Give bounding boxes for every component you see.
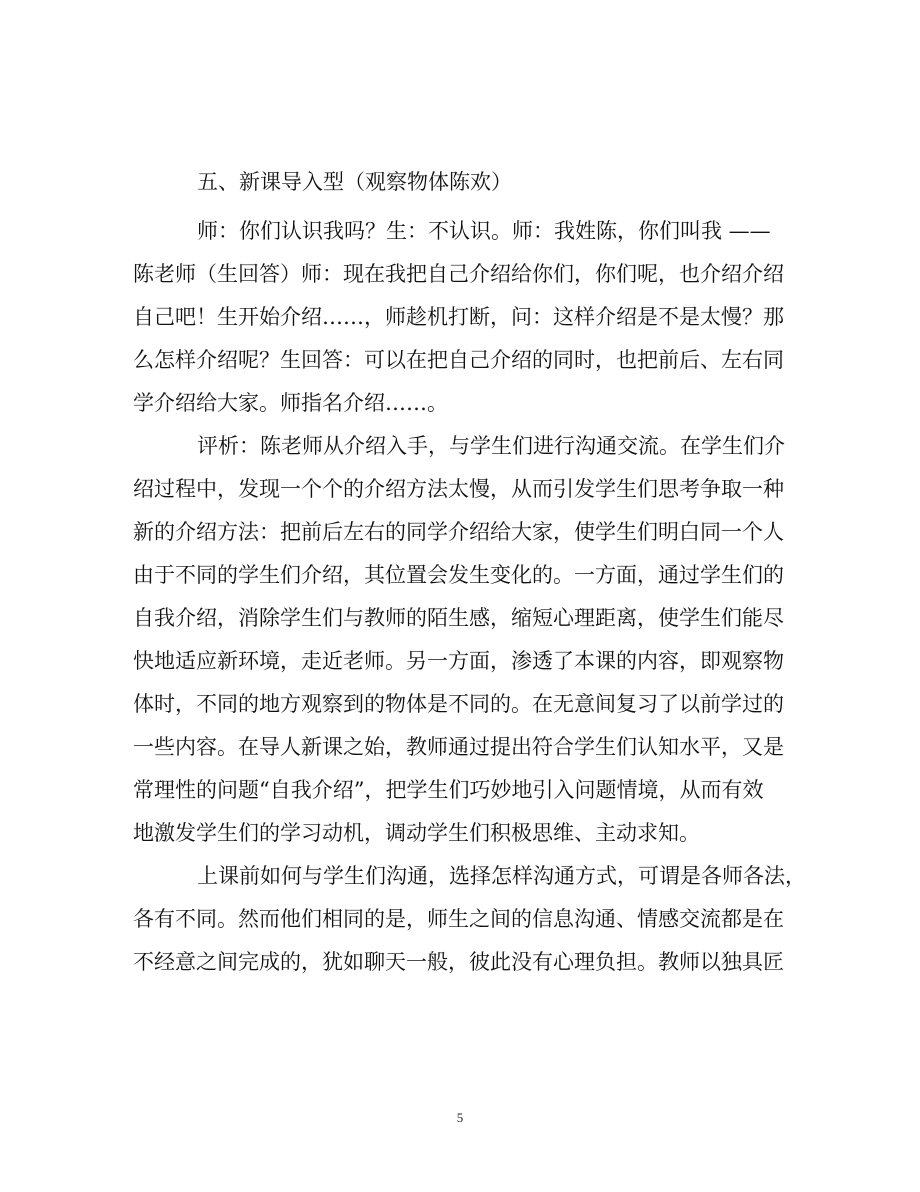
paragraph-line: 不经意之间完成的，犹如聊天一般，彼此没有心理负担。教师以独具匠 bbox=[133, 950, 784, 974]
paragraph-line: 上课前如何与学生们沟通，选择怎样沟通方式，可谓是各师各法， bbox=[197, 864, 806, 888]
paragraph-line: 体时，不同的地方观察到的物体是不同的。在无意间复习了以前学过的 bbox=[133, 692, 784, 716]
analysis-paragraph bbox=[133, 425, 803, 855]
paragraph-line: 自己吧！生开始介绍……，师趁机打断，问：这样介绍是不是太慢？那 bbox=[133, 305, 784, 329]
dialogue-paragraph bbox=[133, 210, 803, 425]
paragraph-line: 一些内容。在导人新课之始，教师通过提出符合学生们认知水平，又是 bbox=[133, 735, 784, 759]
paragraph-line: 评析：陈老师从介绍入手，与学生们进行沟通交流。在学生们介 bbox=[197, 434, 785, 458]
paragraph-line: 地激发学生们的学习动机，调动学生们积极思维、主动求知。 bbox=[133, 821, 700, 845]
paragraph-line: 绍过程中，发现一个个的介绍方法太慢，从而引发学生们思考争取一种 bbox=[133, 477, 784, 501]
page-content bbox=[133, 160, 806, 984]
paragraph-line: 陈老师（生回答）师：现在我把自己介绍给你们，你们呢，也介绍介绍 bbox=[133, 262, 784, 286]
section-heading: 五、新课导入型（观察物体陈欢） bbox=[197, 170, 512, 194]
paragraph-line: 新的介绍方法：把前后左右的同学介绍给大家，使学生们明白同一个人 bbox=[133, 520, 784, 544]
paragraph-line: 各有不同。然而他们相同的是，师生之间的信息沟通、情感交流都是在 bbox=[133, 907, 784, 931]
paragraph-line: 么怎样介绍呢？生回答：可以在把自己介绍的同时，也把前后、左右同 bbox=[133, 348, 784, 372]
paragraph-line: 快地适应新环境，走近老师。另一方面，渗透了本课的内容，即观察物 bbox=[133, 649, 784, 673]
closing-paragraph bbox=[133, 855, 806, 984]
page-number: 5 bbox=[456, 1110, 464, 1125]
paragraph-line: 常理性的问题“自我介绍”，把学生们巧妙地引入问题情境，从而有效 bbox=[133, 778, 764, 802]
paragraph-line: 由于不同的学生们介绍，其位置会发生变化的。一方面，通过学生们的 bbox=[133, 563, 784, 587]
paragraph-line: 师：你们认识我吗？生：不认识。师：我姓陈，你们叫我 —— bbox=[197, 219, 771, 243]
paragraph-line: 自我介绍，消除学生们与教师的陌生感，缩短心理距离，使学生们能尽 bbox=[133, 606, 784, 630]
paragraph-line: 学介绍给大家。师指名介绍……。 bbox=[133, 391, 448, 415]
